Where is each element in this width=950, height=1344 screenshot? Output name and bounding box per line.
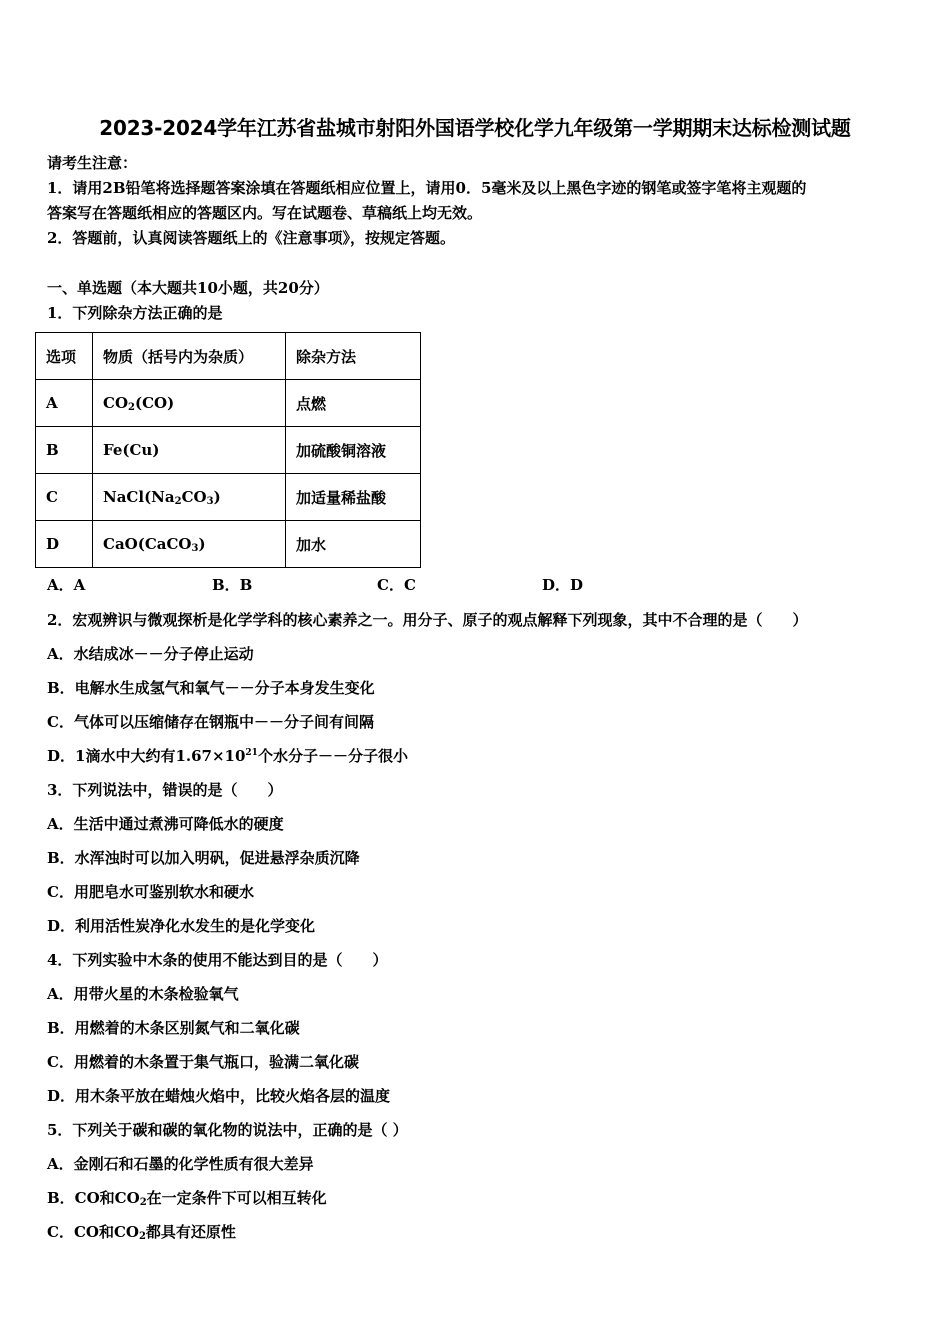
q2-option-b: B．电解水生成氢气和氧气－－分子本身发生变化 <box>47 679 375 697</box>
q4-option-a: A．用带火星的木条检验氧气 <box>47 985 239 1003</box>
table-cell-method: 加硫酸铜溶液 <box>286 427 421 474</box>
q3-option-a: A．生活中通过煮沸可降低水的硬度 <box>47 815 284 833</box>
q1-table <box>35 332 421 568</box>
q5-option-c: C．CO和$CO_2$都具有还原性 <box>47 1223 236 1242</box>
q5-option-a: A．金刚石和石墨的化学性质有很大差异 <box>47 1155 314 1173</box>
table-header-row <box>36 333 421 380</box>
notice-item-1-cont: 答案写在答题纸相应的答题区内。写在试题卷、草稿纸上均无效。 <box>47 204 483 222</box>
table-row <box>36 474 421 521</box>
q1-stem: 1．下列除杂方法正确的是 <box>47 304 223 322</box>
q3-option-b: B．水浑浊时可以加入明矾，促进悬浮杂质沉降 <box>47 849 360 867</box>
q1-choice-d: D．D <box>542 576 584 594</box>
table-cell-method: 点燃 <box>286 380 421 427</box>
q5-stem: 5．下列关于碳和碳的氧化物的说法中，正确的是（ ） <box>47 1121 408 1139</box>
notice-item-2: 2．答题前，认真阅读答题纸上的《注意事项》，按规定答题。 <box>47 229 455 247</box>
q5-option-b: B．CO和$CO_2$在一定条件下可以相互转化 <box>47 1189 327 1208</box>
table-cell-option: C <box>36 474 93 521</box>
table-header-cell: 选项 <box>36 333 93 380</box>
q4-option-b: B．用燃着的木条区别氮气和二氧化碳 <box>47 1019 300 1037</box>
q4-stem: 4．下列实验中木条的使用不能达到目的是（ ） <box>47 951 388 969</box>
table-cell-method: 加水 <box>286 521 421 568</box>
table-cell-option: A <box>36 380 93 427</box>
page-title: 2023-2024学年江苏省盐城市射阳外国语学校化学九年级第一学期期末达标检测试题 <box>99 116 851 140</box>
q1-choice-c: C．C <box>377 576 416 594</box>
table-header-cell: 除杂方法 <box>286 333 421 380</box>
q2-stem: 2．宏观辨识与微观探析是化学学科的核心素养之一。用分子、原子的观点解释下列现象，其中不合理的是（ ） <box>47 611 808 629</box>
q2-option-c: C．气体可以压缩储存在钢瓶中－－分子间有间隔 <box>47 713 374 731</box>
table-cell-substance: $NaCl(Na_2CO_3)$ <box>93 474 286 521</box>
table-row <box>36 380 421 427</box>
q4-option-d: D．用木条平放在蜡烛火焰中，比较火焰各层的温度 <box>47 1087 391 1105</box>
table-cell-method: 加适量稀盐酸 <box>286 474 421 521</box>
q1-choice-a: A．A <box>47 576 86 594</box>
table-row <box>36 427 421 474</box>
section-heading: 一、单选题（本大题共10小题，共20分） <box>47 279 329 297</box>
q2-option-a: A．水结成冰－－分子停止运动 <box>47 645 254 663</box>
q2-option-d: D．1滴水中大约有$1.67\times 10^{21}$个水分子－－分子很小 <box>47 747 408 765</box>
table-header-cell: 物质（括号内为杂质） <box>93 333 286 380</box>
q3-stem: 3．下列说法中，错误的是（ ） <box>47 781 283 799</box>
table-row <box>36 521 421 568</box>
q4-option-c: C．用燃着的木条置于集气瓶口，验满二氧化碳 <box>47 1053 359 1071</box>
table-cell-substance: $CO_2(CO)$ <box>93 380 286 427</box>
table-cell-option: D <box>36 521 93 568</box>
q1-choice-b: B．B <box>212 576 253 594</box>
notice-item-1: 1．请用2B铅笔将选择题答案涂填在答题纸相应位置上，请用0．5毫米及以上黑色字迹的钢笔或签字笔将主观题的 <box>47 179 807 197</box>
table-cell-substance: Fe(Cu) <box>93 427 286 474</box>
table-cell-substance: CaO(CaCO$_3$) <box>93 521 286 568</box>
q3-option-c: C．用肥皂水可鉴别软水和硬水 <box>47 883 254 901</box>
notice-heading: 请考生注意： <box>47 154 138 172</box>
table-cell-option: B <box>36 427 93 474</box>
q3-option-d: D．利用活性炭净化水发生的是化学变化 <box>47 917 316 935</box>
